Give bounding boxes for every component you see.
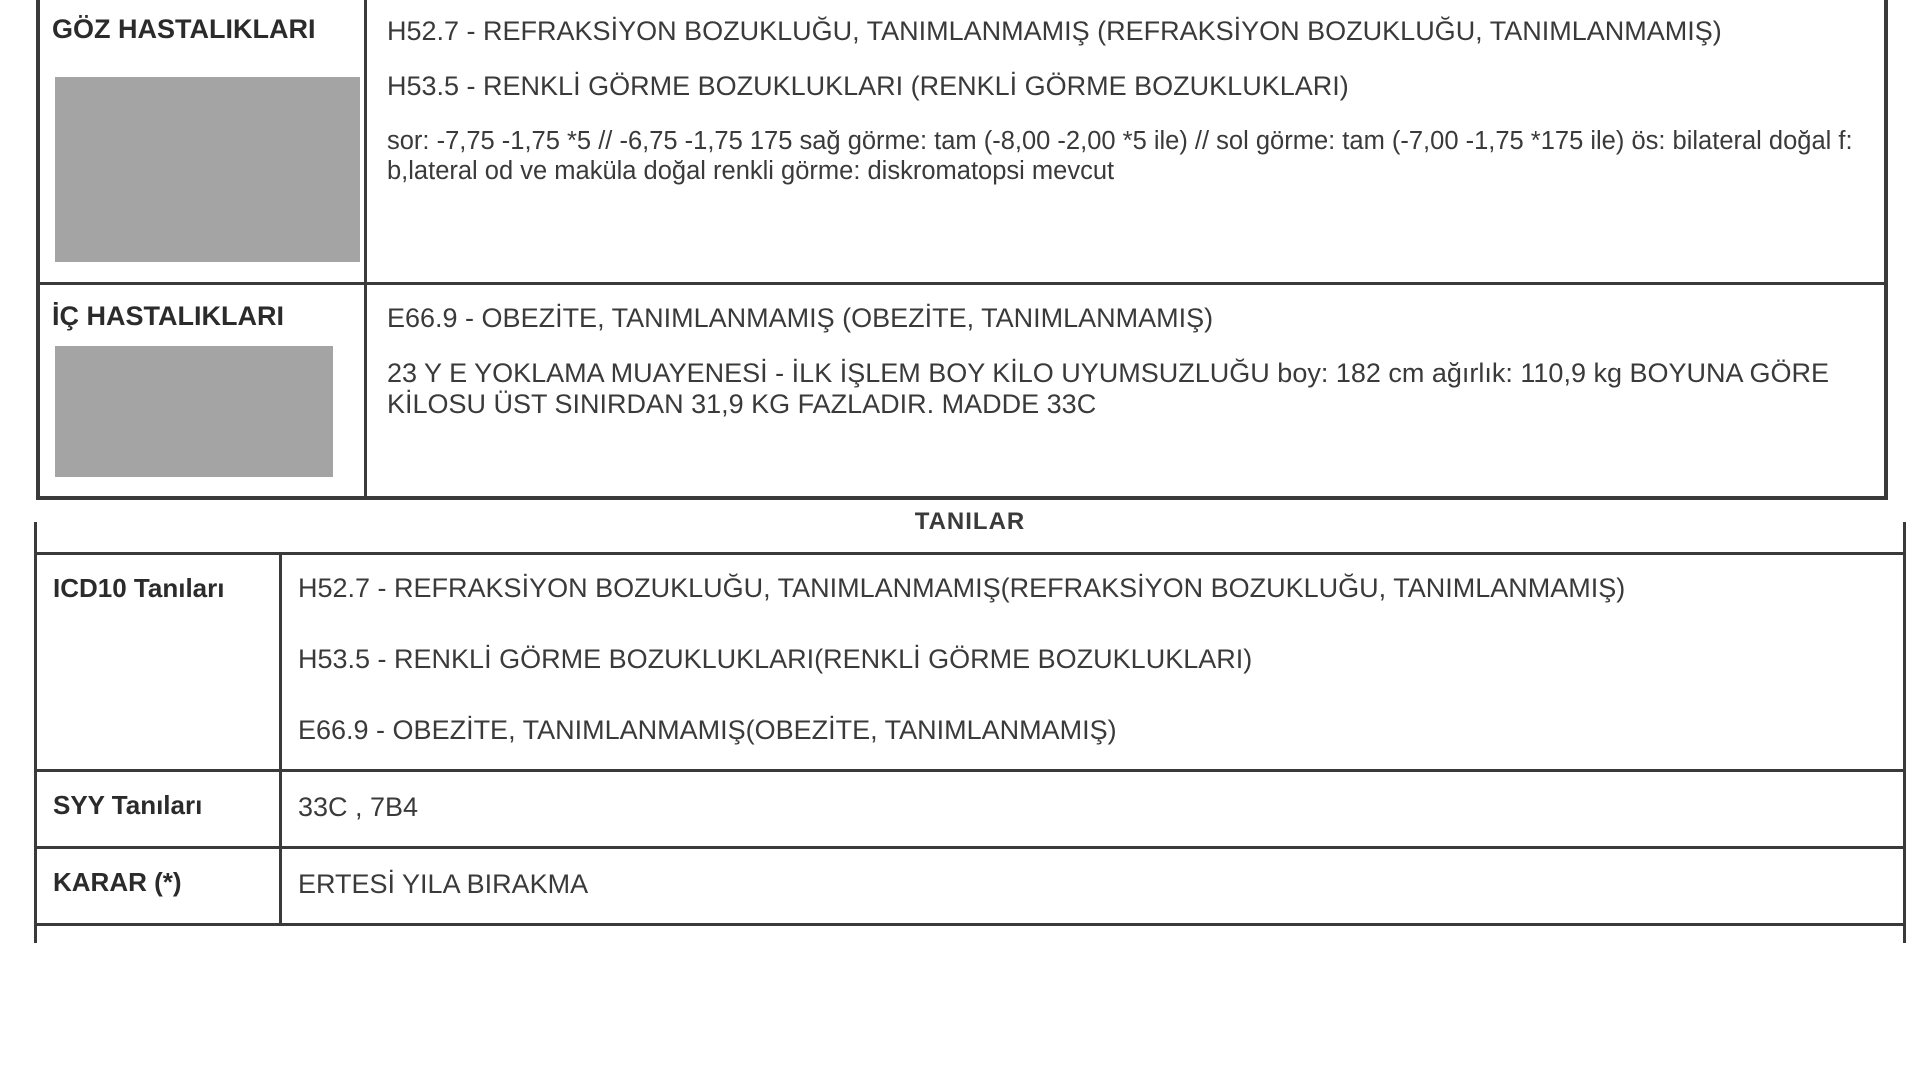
eye-diseases-label: GÖZ HASTALIKLARI <box>52 14 316 44</box>
internal-diseases-label: İÇ HASTALIKLARI <box>52 301 284 331</box>
syy-label: SYY Tanıları <box>37 772 282 846</box>
syy-value <box>282 772 1903 846</box>
redacted-signature-block <box>55 77 360 262</box>
decision-row <box>37 849 1903 926</box>
eye-diseases-row <box>40 0 1884 285</box>
diagnosis-entry: E66.9 - OBEZİTE, TANIMLANMAMIŞ (OBEZİTE, TANIMLANMAMIŞ) <box>387 303 1214 333</box>
icd10-item: H53.5 - RENKLİ GÖRME BOZUKLUKLARI(RENKLİ GÖRME BOZUKLUKLARI) <box>298 644 1253 674</box>
diagnosis-entry: H53.5 - RENKLİ GÖRME BOZUKLUKLARI (RENKLİ GÖRME BOZUKLUKLARI) <box>387 71 1349 101</box>
tanilar-heading-strip <box>34 508 1906 552</box>
diagnosis-entry: H52.7 - REFRAKSİYON BOZUKLUĞU, TANIMLANMAMIŞ (REFRAKSİYON BOZUKLUĞU, TANIMLANMAMIŞ) <box>387 16 1722 46</box>
eye-diseases-content <box>367 0 1884 282</box>
internal-diseases-content <box>367 285 1884 496</box>
internal-diseases-row <box>40 285 1884 496</box>
icd10-item: H52.7 - REFRAKSİYON BOZUKLUĞU, TANIMLANMAMIŞ(REFRAKSİYON BOZUKLUĞU, TANIMLANMAMIŞ) <box>298 573 1626 603</box>
internal-diseases-label-cell <box>40 285 367 496</box>
tanilar-heading: TANILAR <box>914 508 1026 535</box>
syy-row <box>37 772 1903 849</box>
decision-value <box>282 849 1903 923</box>
examination-note: sor: -7,75 -1,75 *5 // -6,75 -1,75 175 sağ görme: tam (-8,00 -2,00 *5 ile) // sol görme: tam (-7,00 -1,75 *175 ile) ös: bilateral doğal f: b,lateral od ve maküla doğal renkli görme: diskromatopsi mevcut <box>387 127 1853 185</box>
decision-label: KARAR (*) <box>37 849 282 923</box>
examination-table <box>36 0 1888 500</box>
icd10-item: E66.9 - OBEZİTE, TANIMLANMAMIŞ(OBEZİTE, TANIMLANMAMIŞ) <box>298 715 1117 745</box>
icd10-label: ICD10 Tanıları <box>37 555 282 769</box>
table-continuation <box>34 923 1906 943</box>
eye-diseases-label-cell <box>40 0 367 282</box>
decision-text: ERTESİ YILA BIRAKMA <box>298 869 589 899</box>
icd10-content <box>282 555 1903 769</box>
diagnoses-table <box>34 552 1906 926</box>
icd10-row <box>37 555 1903 772</box>
syy-codes: 33C , 7B4 <box>298 792 419 822</box>
redacted-signature-block <box>55 346 333 477</box>
examination-note: 23 Y E YOKLAMA MUAYENESİ - İLK İŞLEM BOY KİLO UYUMSUZLUĞU boy: 182 cm ağırlık: 110,9 kg BOYUNA GÖRE KİLOSU ÜST SINIRDAN 31,9 KG FAZLADIR. MADDE 33C <box>387 358 1830 419</box>
